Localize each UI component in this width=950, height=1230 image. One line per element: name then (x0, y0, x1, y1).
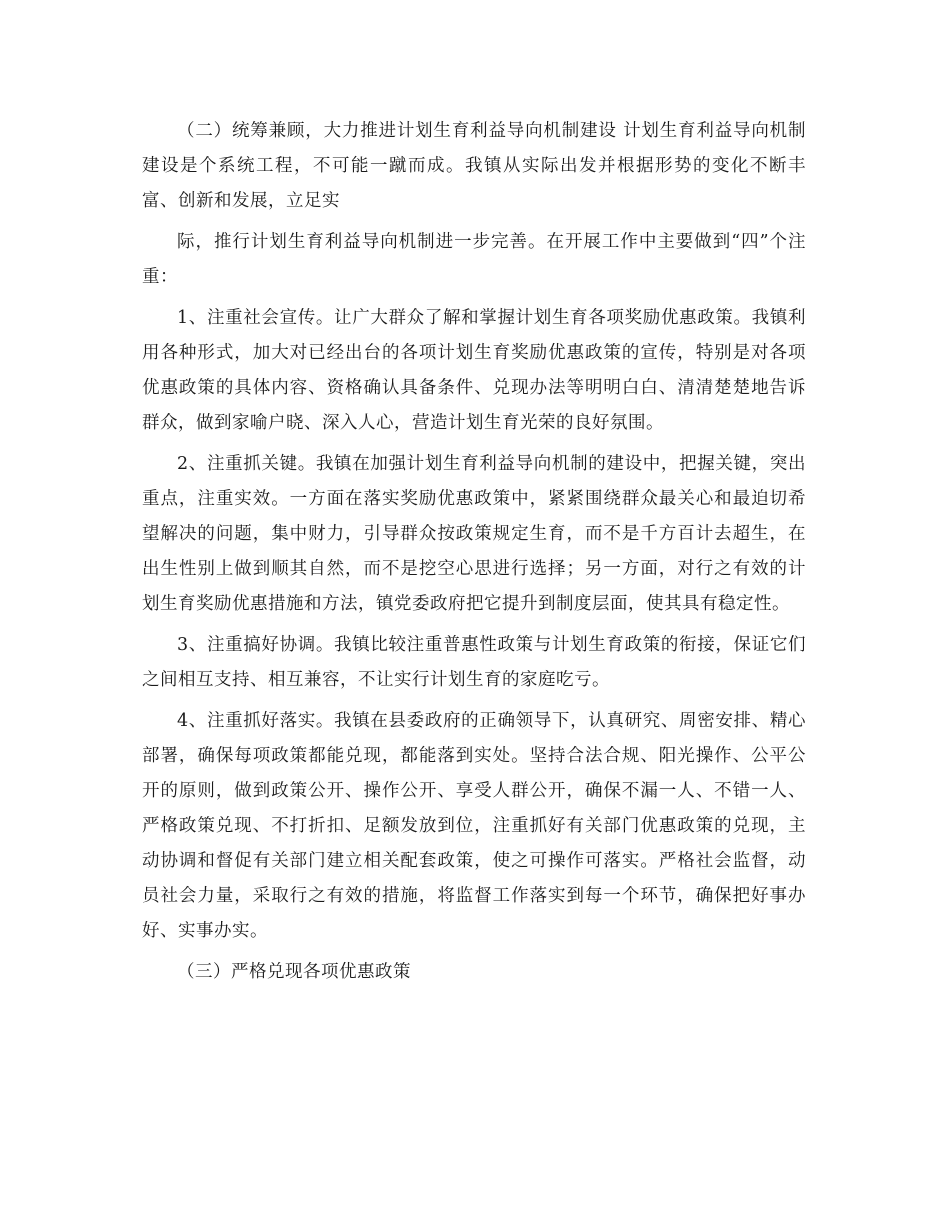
section-two-heading-paragraph: （二）统筹兼顾，大力推进计划生育利益导向机制建设 计划生育利益导向机制建设是个系统工程，不可能一蹴而成。我镇从实际出发并根据形势的变化不断丰富、创新和发展，立足实 (142, 121, 806, 211)
section-three-heading: （三）严格兑现各项优惠政策 (177, 962, 411, 982)
point-four-paragraph: 4、注重抓好落实。我镇在县委政府的正确领导下，认真研究、周密安排、精心部署，确保每项政策都能兑现，都能落到实处。坚持合法合规、阳光操作、公平公开的原则，做到政策公开、操作公开、享受人群公开，确保不漏一人、不错一人、严格政策兑现、不打折扣、足额发放到位，注重抓好有关部门优惠政策的兑现，主动协调和督促有关部门建立相关配套政策，使之可操作可落实。严格社会监督，动员社会力量，采取行之有效的措施，将监督工作落实到每一个环节，确保把好事办好、实事办实。 (142, 711, 806, 941)
continuation-paragraph: 际，推行计划生育利益导向机制进一步完善。在开展工作中主要做到“四”个注重： (142, 232, 806, 287)
point-one-paragraph: 1、注重社会宣传。让广大群众了解和掌握计划生育各项奖励优惠政策。我镇利用各种形式，加大对已经出台的各项计划生育奖励优惠政策的宣传，特别是对各项优惠政策的具体内容、资格确认具备条件、兑现办法等明明白白、清清楚楚地告诉群众，做到家喻户晓、深入人心，营造计划生育光荣的良好氛围。 (142, 308, 806, 433)
point-two-paragraph: 2、注重抓关键。我镇在加强计划生育利益导向机制的建设中，把握关键，突出重点，注重实效。一方面在落实奖励优惠政策中，紧紧围绕群众最关心和最迫切希望解决的问题，集中财力，引导群众按政策规定生育，而不是千方百计去超生，在出生性别上做到顺其自然，而不是挖空心思进行选择；另一方面，对行之有效的计划生育奖励优惠措施和方法，镇党委政府把它提升到制度层面，使其具有稳定性。 (142, 454, 806, 614)
point-three-paragraph: 3、注重搞好协调。我镇比较注重普惠性政策与计划生育政策的衔接，保证它们之间相互支持、相互兼容，不让实行计划生育的家庭吃亏。 (142, 635, 806, 690)
document-page (142, 114, 806, 996)
